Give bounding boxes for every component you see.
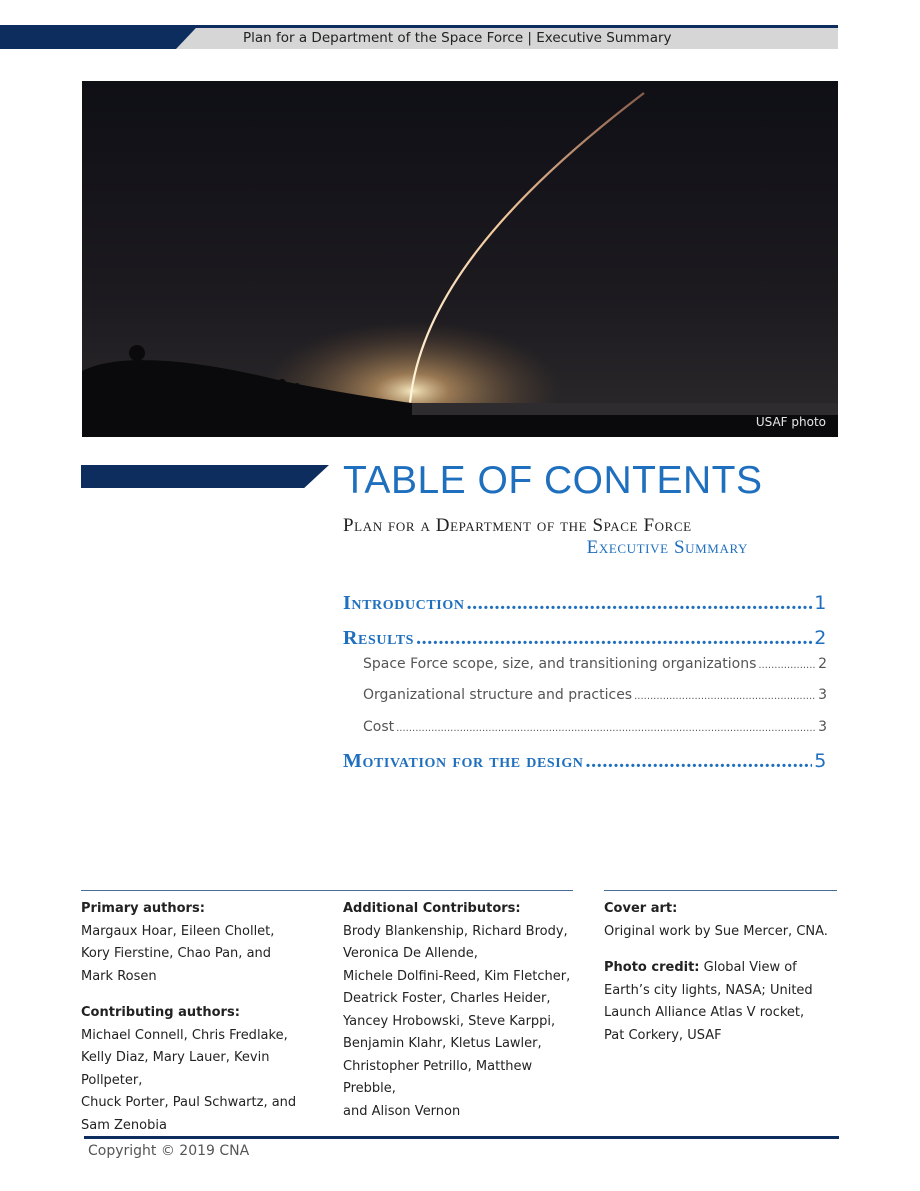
additional-contributors-line: Yancey Hrobowski, Steve Karppi, — [343, 1013, 556, 1029]
toc-entry-label: Motivation for the design — [343, 750, 584, 772]
toc-accent-bar — [81, 465, 329, 488]
toc-entry-page: 3 — [818, 719, 827, 735]
additional-contributors-line: Brody Blankenship, Richard Brody, — [343, 923, 568, 939]
cover-art-text: Original work by Sue Mercer, CNA. — [604, 923, 828, 939]
additional-contributors-line: Michele Dolfini-Reed, Kim Fletcher, — [343, 968, 571, 984]
credits-rule-left — [81, 890, 573, 891]
toc-entry-cost[interactable] — [363, 719, 827, 735]
footer-rule — [84, 1136, 839, 1139]
photo-credit-line: Launch Alliance Atlas V rocket, — [604, 1005, 805, 1020]
primary-authors-heading: Primary authors: — [81, 901, 205, 916]
toc-entry-page: 3 — [818, 687, 827, 703]
leader-dots — [467, 592, 813, 615]
credits-column-authors — [81, 898, 331, 1137]
toc-entry-scope[interactable] — [363, 656, 827, 672]
contributing-authors-line: Kelly Diaz, Mary Lauer, Kevin Pollpeter, — [81, 1050, 270, 1088]
additional-contributors-line: and Alison Vernon — [343, 1103, 461, 1119]
contributing-authors-line: Sam Zenobia — [81, 1117, 167, 1133]
contributing-authors-line: Michael Connell, Chris Fredlake, — [81, 1027, 288, 1043]
additional-contributors-line: Deatrick Foster, Charles Heider, — [343, 991, 551, 1006]
photo-credit-heading: Photo credit: — [604, 960, 700, 975]
contributing-authors-heading: Contributing authors: — [81, 1005, 240, 1020]
header-rule — [0, 25, 838, 28]
additional-contributors-line: Veronica De Allende, — [343, 946, 478, 961]
toc-title: TABLE OF CONTENTS — [343, 459, 763, 502]
copyright: Copyright © 2019 CNA — [88, 1143, 250, 1159]
toc-entry-page: 2 — [814, 627, 827, 649]
credits-rule-right — [604, 890, 837, 891]
toc-entry-page: 2 — [818, 656, 827, 672]
toc-entry-results[interactable] — [343, 627, 827, 650]
toc-entry-label: Cost — [363, 719, 395, 735]
credits-column-additional — [343, 898, 583, 1123]
photo-credit-line: Earth’s city lights, NASA; United — [604, 982, 813, 998]
additional-contributors-line: Benjamin Klahr, Kletus Lawler, — [343, 1036, 542, 1051]
toc-entry-label: Organizational structure and practices — [363, 687, 633, 703]
photo-credit-line: Pat Corkery, USAF — [604, 1027, 722, 1043]
leader-dots — [634, 691, 816, 702]
toc-entry-page: 1 — [814, 592, 827, 614]
leader-dots — [586, 750, 813, 773]
leader-dots — [758, 660, 816, 671]
toc-entry-motivation[interactable] — [343, 750, 827, 773]
toc-subtitle-line1: Plan for a Department of the Space Force — [343, 515, 692, 536]
running-header: Plan for a Department of the Space Force | Executive Summary — [243, 30, 672, 46]
toc-entry-label: Results — [343, 627, 415, 649]
additional-contributors-line: Christopher Petrillo, Matthew Prebble, — [343, 1058, 533, 1096]
header-accent — [0, 28, 196, 49]
primary-authors-line: Margaux Hoar, Eileen Chollet, — [81, 923, 275, 939]
cover-photo — [82, 81, 838, 437]
contributing-authors-line: Chuck Porter, Paul Schwartz, and — [81, 1095, 297, 1110]
credits-column-art — [604, 898, 834, 1047]
toc-subtitle-line2: Executive Summary — [586, 537, 748, 558]
additional-contributors-heading: Additional Contributors: — [343, 901, 521, 916]
photo-credit-text: Global View of — [703, 960, 797, 975]
primary-authors-line: Mark Rosen — [81, 968, 157, 984]
toc-entry-label: Space Force scope, size, and transitioning organizations — [363, 656, 757, 672]
toc-entry-page: 5 — [814, 750, 827, 772]
primary-authors-line: Kory Fierstine, Chao Pan, and — [81, 946, 272, 961]
cover-art-heading: Cover art: — [604, 901, 678, 916]
toc-entry-label: Introduction — [343, 592, 465, 614]
toc-entry-structure[interactable] — [363, 687, 827, 703]
photo-credit-line — [604, 957, 834, 980]
rocket-launch-image — [82, 81, 838, 437]
leader-dots — [396, 723, 816, 734]
toc-entry-introduction[interactable] — [343, 592, 827, 615]
leader-dots — [416, 627, 812, 650]
photo-credit: USAF photo — [755, 415, 826, 429]
